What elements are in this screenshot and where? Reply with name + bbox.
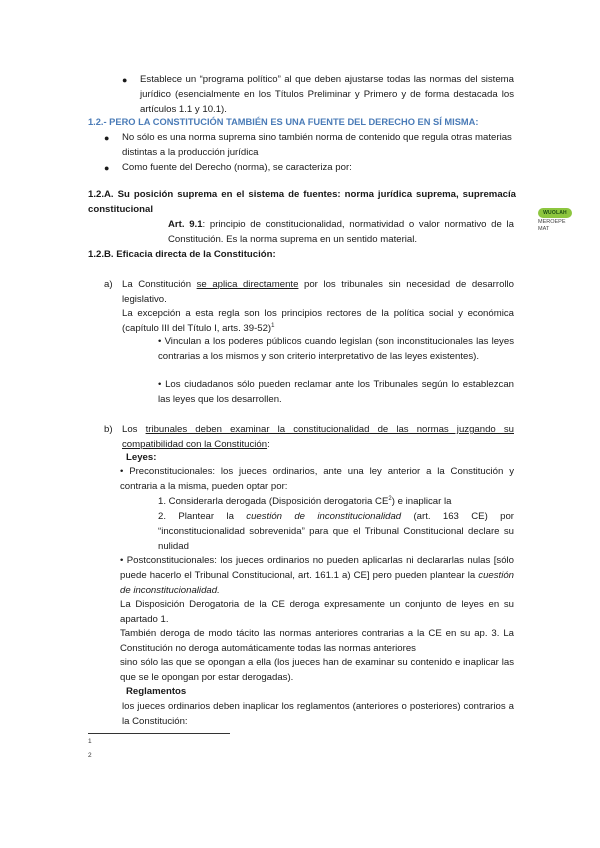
preconstitucionales-text: • Preconstitucionales: los jueces ordinarios, ante una ley anterior a la Constitución y contraria a la misma, pueden optar por: — [120, 466, 514, 492]
section-1-2-B-heading: 1.2.B. Eficacia directa de la Constitución: — [88, 249, 276, 260]
option-2-text-start: 2. Plantear la — [158, 511, 247, 522]
item-b-marker: b) — [104, 424, 113, 435]
item-a-sub-2: • Los ciudadanos sólo pueden reclamar ante los Tribunales según lo establezcan las leyes que los desarrollen. — [158, 379, 514, 405]
exception-text: La excepción a esta regla son los principios rectores de la política social y económica (capítulo III del Título I, arts. 39-52) — [122, 308, 514, 334]
intro-bullet-text: Establece un “programa político” al que deben ajustarse todas las normas del sistema jurídico (esencialmente en los Títulos Preliminar y Primero y de forma destacada los artículos 1.1 y 10.1). — [140, 74, 514, 115]
section-1-2-A-heading: 1.2.A. Su posición suprema en el sistema de fuentes: norma jurídica suprema, supremacía constitucional — [88, 189, 516, 215]
item-a-underlined: se aplica directamente — [196, 279, 299, 290]
post-text: • Postconstitucionales: los jueces ordinarios no pueden aplicarlas ni declararlas nulas [sólo puede hacerlo el Tribunal Constitucional, art. 161.1 a) CE] pero pueden plantear la — [120, 555, 514, 581]
leyes-heading: Leyes: — [126, 452, 157, 463]
option-2-text-end: (art. 163 CE) por “inconstitucionalidad sobrevenida” para que el Tribunal Constitucional declare su nulidad — [158, 511, 514, 552]
footnote-ref-1: 1 — [271, 322, 275, 329]
item-b-underlined: tribunales deben examinar la constitucionalidad de las normas juzgando su compatibilidad con la Constitución — [122, 424, 514, 450]
section-1-2-bullet-1: No sólo es una norma suprema sino también norma de contenido que regula otras materias distintas a la producción jurídica — [122, 132, 512, 158]
derogatoria-3: sino sólo las que se opongan a ella (los jueces han de examinar su contenido e inaplicar las que se le opongan por estar derogadas). — [120, 657, 514, 683]
item-a-text-end: por los tribunales sin necesidad de desarrollo legislativo. — [122, 279, 514, 305]
option-2-text — [158, 509, 514, 554]
postconstitucionales-text — [120, 553, 514, 598]
item-b-text-end: : — [267, 439, 270, 450]
option-1-text-end: ) e inaplicar la — [391, 496, 452, 507]
reglamentos-text: los jueces ordinarios deben inaplicar los reglamentos (anteriores o posteriores) contrarios a la Constitución: — [122, 701, 514, 727]
cuestion-italic: cuestión de inconstitucionalidad — [246, 511, 402, 522]
bullet-dot: ● — [122, 75, 128, 85]
art-9-1-paragraph — [168, 217, 514, 247]
bullet-dot: ● — [104, 133, 110, 143]
derogatoria-1: La Disposición Derogatoria de la CE deroga expresamente un conjunto de leyes en su apartado 1. — [120, 599, 514, 625]
section-1-2-heading: 1.2.- PERO LA CONSTITUCIÓN TAMBIÉN ES UNA FUENTE DEL DERECHO EN SÍ MISMA: — [88, 117, 479, 127]
art-9-1-ref: Art. 9.1 — [168, 219, 203, 230]
item-a-sub-1: • Vinculan a los poderes públicos cuando legislan (son inconstitucionales las leyes contrarias a los mismos y son criterio interpretativo de las leyes existentes). — [158, 336, 514, 362]
logo-text: MEROEPEMAT — [538, 219, 566, 232]
section-1-2-bullet-2: Como fuente del Derecho (norma), se caracteriza por: — [122, 162, 352, 173]
item-a-exception — [122, 306, 514, 336]
footnote-divider — [88, 733, 230, 734]
reglamentos-heading: Reglamentos — [126, 686, 187, 697]
footnote-ref-2: 2 — [388, 495, 392, 502]
option-1-text-start: 1. Considerarla derogada (Disposición derogatoria CE — [158, 496, 389, 507]
footnote-2: 2 — [88, 752, 92, 759]
item-a-text-start: La Constitución — [122, 279, 197, 290]
item-b-text-start: Los — [122, 424, 146, 435]
wuolah-logo — [538, 208, 584, 252]
item-a-marker: a) — [104, 279, 113, 290]
derogatoria-2: También deroga de modo tácito las normas anteriores contrarias a la CE en su ap. 3. La Constitución no deroga automáticamente todas las normas anteriores — [120, 628, 514, 654]
art-9-1-text: : principio de constitucionalidad, normatividad o valor normativo de la Constitución. Es la norma suprema en un sentido material. — [168, 219, 514, 245]
option-1-text — [158, 494, 514, 509]
footnote-1: 1 — [88, 738, 92, 745]
logo-badge: WUOLAH — [538, 208, 572, 218]
bullet-dot: ● — [104, 163, 110, 173]
item-a-text — [122, 277, 514, 307]
item-b-text — [122, 422, 514, 452]
post-italic: cuestión de inconstitucionalidad. — [120, 570, 514, 596]
